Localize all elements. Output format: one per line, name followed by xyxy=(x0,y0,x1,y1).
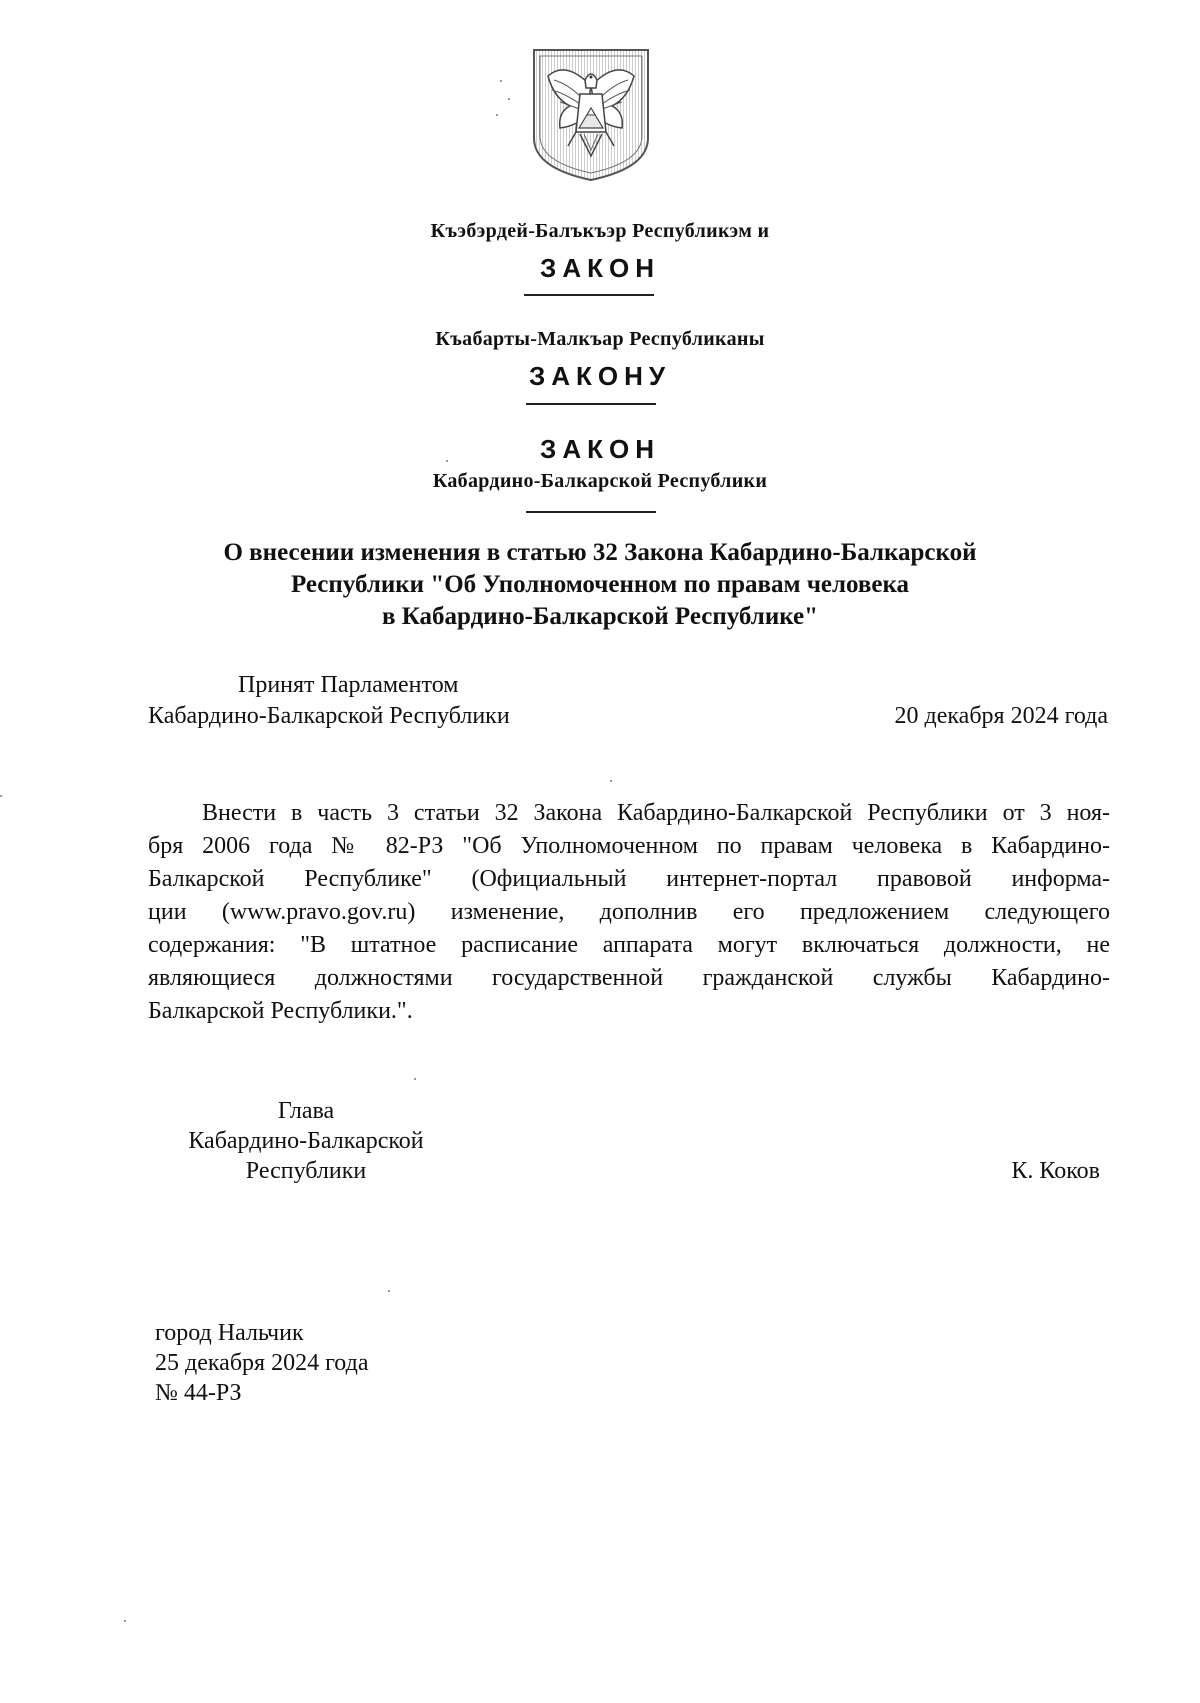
body-line: содержания: "В штатное расписание аппарата могут включаться должности, не xyxy=(148,932,1110,958)
law-heading-balkar: ЗАКОНУ xyxy=(528,361,672,391)
title-line: Республики "Об Уполномоченном по правам человека xyxy=(290,571,910,598)
signatory-title-line: Республики xyxy=(245,1158,367,1184)
header-line-kabardian: Къэбэрдей-Балъкъэр Республикэм и xyxy=(430,220,770,242)
scan-speck xyxy=(414,1078,416,1080)
body-paragraph xyxy=(148,797,1110,1028)
coat-of-arms-icon xyxy=(530,46,652,184)
scan-speck xyxy=(610,780,612,782)
adoption-date: 20 декабря 2024 года xyxy=(894,703,1108,729)
document-title xyxy=(100,537,1100,633)
signatory-title-line: Глава xyxy=(277,1098,335,1124)
adoption-line-2: Кабардино-Балкарской Республики xyxy=(148,703,510,729)
place-city: город Нальчик xyxy=(155,1320,304,1346)
signatory-title-line: Кабардино-Балкарской xyxy=(188,1128,424,1154)
scan-speck xyxy=(446,460,448,462)
divider xyxy=(526,511,656,513)
body-line: являющиеся должностями государственной гражданской службы Кабардино- xyxy=(148,965,1110,991)
body-line: ции (www.pravo.gov.ru) изменение, дополнив его предложением следующего xyxy=(148,899,1110,925)
signing-date: 25 декабря 2024 года xyxy=(155,1350,369,1376)
signatory-title xyxy=(158,1096,454,1186)
body-line: Внести в часть 3 статьи 32 Закона Кабардино-Балкарской Республики от 3 ноя- xyxy=(202,800,1110,826)
divider xyxy=(524,294,654,296)
adoption-line-1: Принят Парламентом xyxy=(238,672,459,698)
scan-speck xyxy=(0,795,2,797)
signatory-name: К. Коков xyxy=(1011,1158,1100,1184)
header-line-balkar: Къабарты-Малкъар Республиканы xyxy=(435,328,765,350)
title-line: в Кабардино-Балкарской Республике" xyxy=(381,603,818,630)
header-republic-russian: Кабардино-Балкарской Республики xyxy=(432,470,768,492)
scan-speck xyxy=(124,1620,126,1622)
scan-speck xyxy=(500,80,502,82)
law-number: № 44-РЗ xyxy=(155,1380,242,1406)
law-heading-kabardian: ЗАКОН xyxy=(540,253,660,283)
place-date-number xyxy=(155,1318,368,1408)
body-line: Балкарской Республике" (Официальный интернет-портал правовой информа- xyxy=(148,866,1110,892)
scan-speck xyxy=(496,114,498,116)
body-line: бря 2006 года № 82-РЗ "Об Уполномоченном по правам человека в Кабардино- xyxy=(148,833,1110,859)
title-line: О внесении изменения в статью 32 Закона Кабардино-Балкарской xyxy=(223,539,977,566)
divider xyxy=(526,403,656,405)
body-line: Балкарской Республики.". xyxy=(148,998,413,1024)
scan-speck xyxy=(388,1290,390,1292)
law-heading-russian: ЗАКОН xyxy=(540,434,660,464)
scan-speck xyxy=(508,98,510,100)
